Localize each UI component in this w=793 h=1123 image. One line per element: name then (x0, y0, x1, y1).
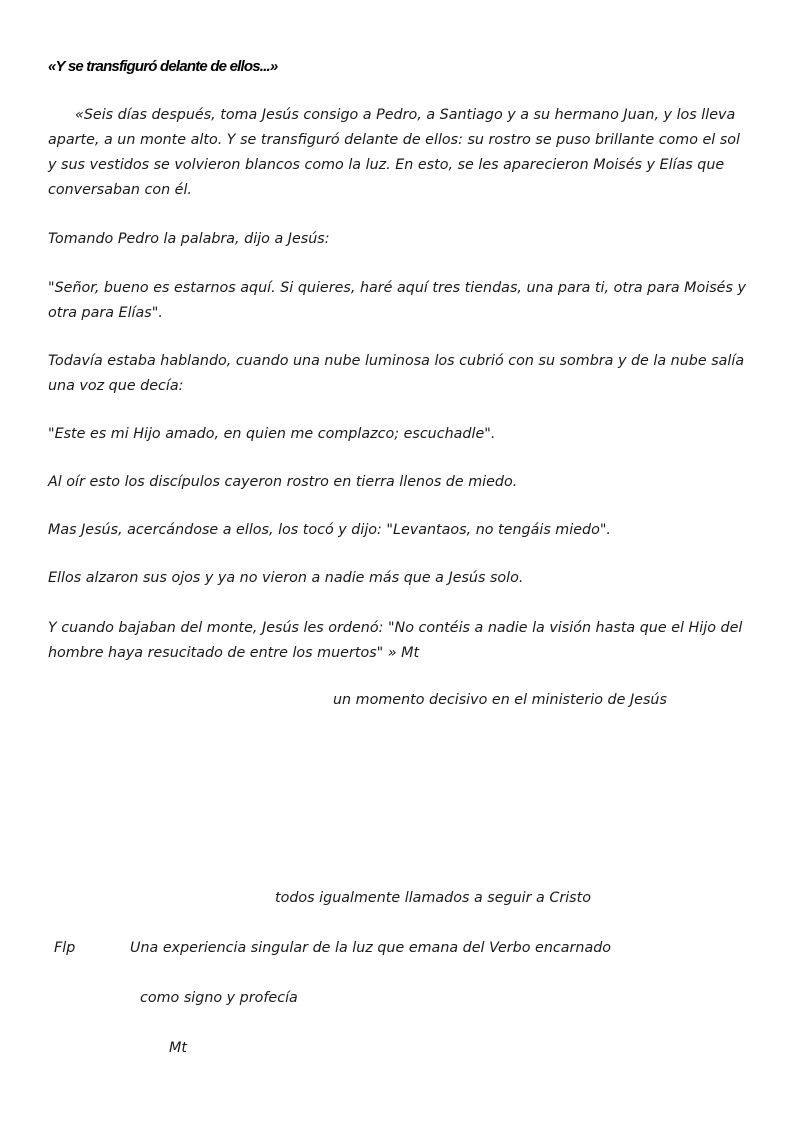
paragraph-descending: Y cuando bajaban del monte, Jesús les ordenó: "No contéis a nadie la visión hasta que el Hijo del hombre haya resucitado de entre los muertos" » Mt (48, 620, 743, 661)
paragraph-beloved-son: "Este es mi Hijo amado, en quien me complazco; escuchadle". (48, 426, 496, 442)
paragraph-peter-speaks: Tomando Pedro la palabra, dijo a Jesús: (48, 231, 330, 247)
fragment-mt: Mt (169, 1040, 187, 1056)
fragment-all-called: todos igualmente llamados a seguir a Cristo (275, 890, 591, 906)
paragraph-jesus-alone: Ellos alzaron sus ojos y ya no vieron a nadie más que a Jesús solo. (48, 570, 524, 586)
paragraph-three-tents: "Señor, bueno es estarnos aquí. Si quieres, haré aquí tres tiendas, una para ti, otra para Moisés y otra para Elías". (48, 280, 746, 321)
paragraph-jesus-touches: Mas Jesús, acercándose a ellos, los tocó y dijo: "Levantaos, no tengáis miedo". (48, 522, 611, 538)
fragment-singular-experience: Una experiencia singular de la luz que emana del Verbo encarnado (130, 940, 612, 956)
paragraph-disciples-fall: Al oír esto los discípulos cayeron rostro en tierra llenos de miedo. (48, 474, 518, 490)
paragraph-cloud: Todavía estaba hablando, cuando una nube luminosa los cubrió con su sombra y de la nube salía una voz que decía: (48, 353, 745, 394)
document-heading: «Y se transfiguró delante de ellos...» (48, 58, 278, 75)
paragraph-opening: «Seis días después, toma Jesús consigo a Pedro, a Santiago y a su hermano Juan, y los lleva aparte, a un monte alto. Y se transfiguró delante de ellos: su rostro se puso brillante como el sol y sus vestidos se volvieron blancos como la luz. En esto, se les aparecieron Moisés y Elías que conversaban con él. (48, 107, 740, 198)
fragment-sign-prophecy: como signo y profecía (140, 990, 298, 1006)
fragment-flp: Flp (54, 940, 76, 956)
fragment-decisive-moment: un momento decisivo en el ministerio de Jesús (333, 692, 667, 708)
